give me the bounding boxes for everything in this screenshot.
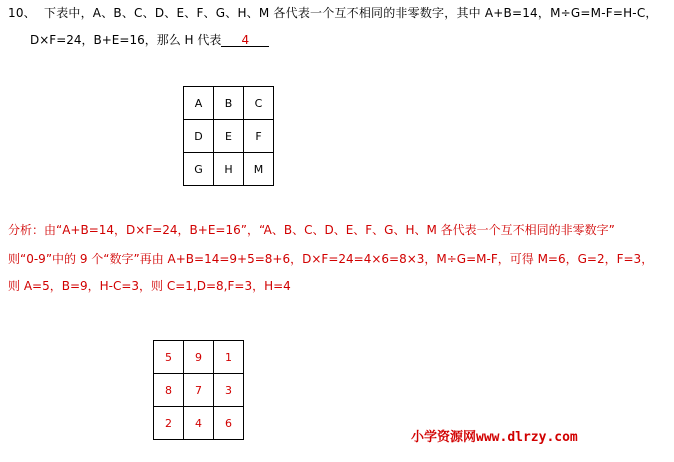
grid-cell: 5 [154, 341, 184, 374]
grid-cell: B [214, 87, 244, 120]
question-line-2 [30, 31, 269, 48]
grid-row [184, 87, 274, 120]
letter-grid [183, 86, 274, 186]
analysis-line-2: 则“0-9”中的 9 个“数字”再由 A+B=14=9+5=8+6，D×F=24=4×6=8×3，M÷G=M-F，可得 M=6，G=2，F=3， [8, 252, 654, 266]
grid-cell: A [184, 87, 214, 120]
grid-cell: H [214, 153, 244, 186]
grid-cell: C [244, 87, 274, 120]
solution-grid [153, 340, 244, 440]
grid-cell: 9 [184, 341, 214, 374]
question-text-1: 下表中，A、B、C、D、E、F、G、H、M 各代表一个互不相同的非零数字，其中 A+B=14，M÷G=M-F=H-C， [44, 6, 658, 20]
grid-cell: D [184, 120, 214, 153]
site-name: 小学资源网 [411, 430, 477, 445]
grid-cell: M [244, 153, 274, 186]
grid-cell: 6 [214, 407, 244, 440]
site-watermark [411, 426, 578, 445]
grid-row [154, 374, 244, 407]
grid-cell: F [244, 120, 274, 153]
grid-row [184, 120, 274, 153]
analysis-line-3: 则 A=5，B=9，H-C=3，则 C=1,D=8,F=3，H=4 [8, 279, 291, 293]
grid-cell: 3 [214, 374, 244, 407]
grid-cell: 1 [214, 341, 244, 374]
analysis-line-1: 分析：由“A+B=14，D×F=24，B+E=16”，“A、B、C、D、E、F、G、H、M 各代表一个互不相同的非零数字” [8, 223, 615, 237]
grid-cell: 4 [184, 407, 214, 440]
question-text-2: D×F=24，B+E=16，那么 H 代表 [30, 33, 222, 47]
site-url: www.dlrzy.com [476, 430, 578, 445]
grid-cell: 7 [184, 374, 214, 407]
grid-cell: E [214, 120, 244, 153]
grid-cell: G [184, 153, 214, 186]
grid-row [154, 341, 244, 374]
question-line-1 [8, 4, 658, 21]
grid-row [154, 407, 244, 440]
grid-cell: 2 [154, 407, 184, 440]
grid-row [184, 153, 274, 186]
answer-blank: 4 [221, 34, 269, 47]
question-number: 10、 [8, 6, 36, 20]
grid-cell: 8 [154, 374, 184, 407]
